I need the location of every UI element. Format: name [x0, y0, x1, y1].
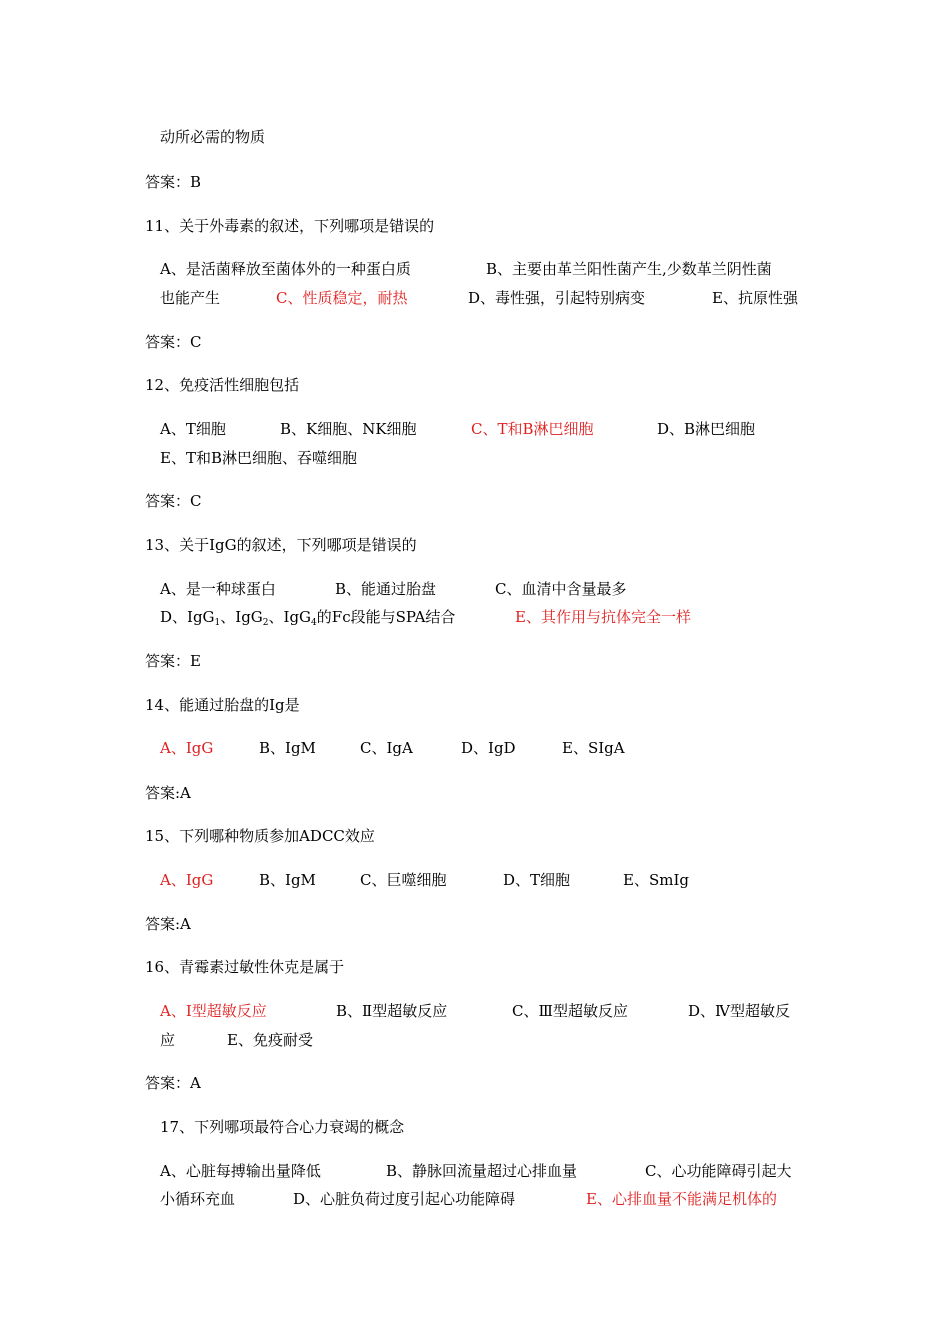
question-17-stem: 17、下列哪项最符合心力衰竭的概念: [160, 1118, 405, 1136]
q16-option-b: B、Ⅱ型超敏反应: [336, 1002, 448, 1020]
answer-13: 答案：E: [145, 652, 201, 670]
q15-option-a-correct: A、IgG: [160, 871, 214, 889]
q16-option-e: E、免疫耐受: [227, 1031, 313, 1049]
q12-option-c-correct: C、T和B淋巴细胞: [471, 420, 594, 438]
q16-option-a-correct: A、Ⅰ型超敏反应: [160, 1002, 267, 1020]
question-13-stem: 13、关于IgG的叙述，下列哪项是错误的: [145, 536, 417, 554]
q11-option-c-correct: C、性质稳定，耐热: [276, 289, 408, 307]
q14-option-d: D、IgD: [461, 739, 516, 757]
q15-option-c: C、巨噬细胞: [360, 871, 447, 889]
answer-10: 答案：B: [145, 173, 202, 191]
q12-option-a: A、T细胞: [160, 420, 226, 438]
continuation-text: 动所必需的物质: [160, 128, 266, 146]
q14-option-a-correct: A、IgG: [160, 739, 214, 757]
q15-option-e: E、SmIg: [623, 871, 689, 889]
q11-option-e: E、抗原性强: [712, 289, 798, 307]
q14-option-c: C、IgA: [360, 739, 413, 757]
q11-option-b-cont: 也能产生: [160, 289, 221, 307]
question-14-stem: 14、能通过胎盘的Ig是: [145, 696, 300, 714]
q11-option-d: D、毒性强，引起特别病变: [468, 289, 646, 307]
q16-option-d: D、Ⅳ型超敏反: [688, 1002, 791, 1020]
answer-14: 答案:A: [145, 784, 191, 802]
answer-16: 答案：A: [145, 1074, 201, 1092]
q15-option-d: D、T细胞: [503, 871, 571, 889]
q14-option-e: E、SIgA: [562, 739, 625, 757]
q16-option-c: C、Ⅲ型超敏反应: [512, 1002, 628, 1020]
answer-12: 答案：C: [145, 492, 202, 510]
q13-option-e-correct: E、其作用与抗体完全一样: [515, 608, 691, 626]
answer-15: 答案:A: [145, 915, 191, 933]
q17-option-c-cont: 小循环充血: [160, 1190, 236, 1208]
q15-option-b: B、IgM: [259, 871, 316, 889]
question-16-stem: 16、青霉素过敏性休克是属于: [145, 958, 345, 976]
q14-option-b: B、IgM: [259, 739, 316, 757]
question-12-stem: 12、免疫活性细胞包括: [145, 376, 300, 394]
q12-option-b: B、K细胞、NK细胞: [280, 420, 417, 438]
q17-option-b: B、静脉回流量超过心排血量: [386, 1162, 578, 1180]
q17-option-c: C、心功能障碍引起大: [645, 1162, 792, 1180]
q13-d-text-3: 、IgG: [268, 608, 312, 626]
question-15-stem: 15、下列哪种物质参加ADCC效应: [145, 827, 375, 845]
q13-option-a: A、是一种球蛋白: [160, 580, 276, 598]
q13-option-b: B、能通过胎盘: [335, 580, 437, 598]
q13-d-text-2: 、IgG: [220, 608, 263, 626]
answer-11: 答案：C: [145, 333, 202, 351]
q12-option-e: E、T和B淋巴细胞、吞噬细胞: [160, 449, 357, 467]
q11-option-a: A、是活菌释放至菌体外的一种蛋白质: [160, 260, 411, 278]
q11-option-b: B、主要由革兰阳性菌产生,少数革兰阴性菌: [486, 260, 772, 278]
question-11-stem: 11、关于外毒素的叙述，下列哪项是错误的: [145, 217, 435, 235]
q13-d-sub-2: 2: [262, 618, 269, 628]
q13-d-sub-1: 1: [214, 618, 221, 628]
q13-option-c: C、血清中含量最多: [495, 580, 627, 598]
q17-option-d: D、心脏负荷过度引起心功能障碍: [293, 1190, 516, 1208]
q13-d-text-1: D、IgG: [160, 608, 215, 626]
q16-option-d-cont: 应: [160, 1031, 176, 1049]
q13-d-text-4: 的Fc段能与SPA结合: [316, 608, 456, 626]
q12-option-d: D、B淋巴细胞: [657, 420, 756, 438]
q17-option-e-correct: E、心排血量不能满足机体的: [586, 1190, 777, 1208]
q17-option-a: A、心脏每搏输出量降低: [160, 1162, 321, 1180]
q13-option-d: [160, 607, 455, 633]
q13-d-sub-4: 4: [311, 618, 317, 628]
